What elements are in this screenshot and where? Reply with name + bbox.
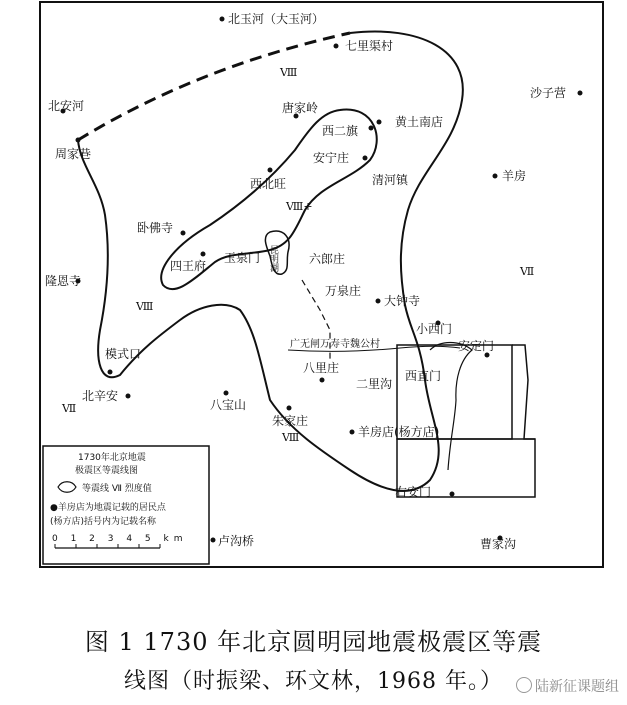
intensity-label: Ⅷ+ <box>286 200 313 213</box>
intensity-label: Ⅶ <box>62 402 77 415</box>
place-huangtunan: 黄土南店 <box>395 115 444 129</box>
place-yangfang: 羊房 <box>502 169 527 183</box>
intensity-layer <box>61 66 534 444</box>
river-east <box>430 343 472 471</box>
figure-caption-line1: 图 1 1730 年北京圆明园地震极震区等震 <box>84 628 543 656</box>
wechat-icon <box>516 677 532 693</box>
place-wofosi: 卧佛寺 <box>137 221 174 235</box>
place-guangning: 广无闸万寿寺魏公村 <box>290 339 380 350</box>
place-xierqi: 西二旗 <box>322 124 359 138</box>
place-beianhe: 北安河 <box>48 99 85 113</box>
intensity-label: Ⅷ <box>136 300 154 313</box>
place-lugouqiao: 卢沟桥 <box>218 534 255 548</box>
legend-points-text2: (杨方店)括号内为记载名称 <box>50 517 157 527</box>
legend-title: 1730年北京地震 <box>78 453 146 463</box>
place-tangjialing: 唐家岭 <box>282 101 319 115</box>
watermark <box>516 676 619 696</box>
place-youanmen: 右安门 <box>395 485 432 499</box>
place-xizhimen: 西直门 <box>405 369 442 383</box>
place-xibeiwang: 西北旺 <box>250 177 287 191</box>
legend-subtitle: 极震区等震线图 <box>75 466 139 476</box>
place-anningzhuang: 安宁庄 <box>313 151 350 165</box>
place-caojiagou: 曹家沟 <box>480 537 517 551</box>
place-yangfangdian: 羊房店(杨方店) <box>358 425 440 439</box>
isoseismal-dashed-north <box>78 33 350 140</box>
place-qinghezhen: 清河镇 <box>372 173 409 187</box>
watermark-text: 陆新征课题组 <box>535 679 619 695</box>
place-xiaoximen: 小西门 <box>416 322 453 336</box>
intensity-label: Ⅶ <box>520 265 535 278</box>
place-erligou: 二里沟 <box>356 377 393 391</box>
place-beiyuhe: 北玉河（大玉河） <box>228 12 325 26</box>
place-qilihe: 七里渠村 <box>345 39 394 53</box>
place-yuquanmen: 玉泉门 <box>224 251 261 265</box>
place-wanquanzhuang: 万泉庄 <box>325 284 362 298</box>
figure-caption-line2: 线图（时振梁、环文林，1968 年。） <box>124 669 503 694</box>
place-sixwangfu: 四王府 <box>170 259 207 273</box>
place-dazhongsi: 大钟寺 <box>384 294 421 308</box>
place-moshikou: 模式口 <box>105 347 142 361</box>
legend <box>43 446 209 564</box>
place-beixinan: 北辛安 <box>82 389 119 403</box>
place-balizhuang: 八里庄 <box>303 361 340 375</box>
place-zhujiazhuang: 朱家庄 <box>272 414 309 428</box>
city-wall-east <box>512 345 535 439</box>
place-shaziying: 沙子营 <box>530 86 567 100</box>
intensity-label: Ⅷ <box>280 66 298 79</box>
place-zhoujiaxiang: 周家巷 <box>55 147 92 161</box>
legend-points-text: ●羊房店为地震记载的居民点 <box>50 503 166 513</box>
kunming-lake-label: 昆明湖 <box>268 245 278 272</box>
place-andingmen: 安定门 <box>458 339 495 353</box>
intensity-label: Ⅷ <box>282 431 300 444</box>
place-longqisi: 隆恩寺 <box>45 274 82 288</box>
legend-scale: 0 1 2 3 4 5 km <box>52 534 188 544</box>
place-liulang: 六郎庄 <box>309 252 346 266</box>
legend-isoline-text: 等震线 Ⅶ 烈度值 <box>82 484 152 494</box>
place-babaoshan: 八宝山 <box>210 398 247 412</box>
